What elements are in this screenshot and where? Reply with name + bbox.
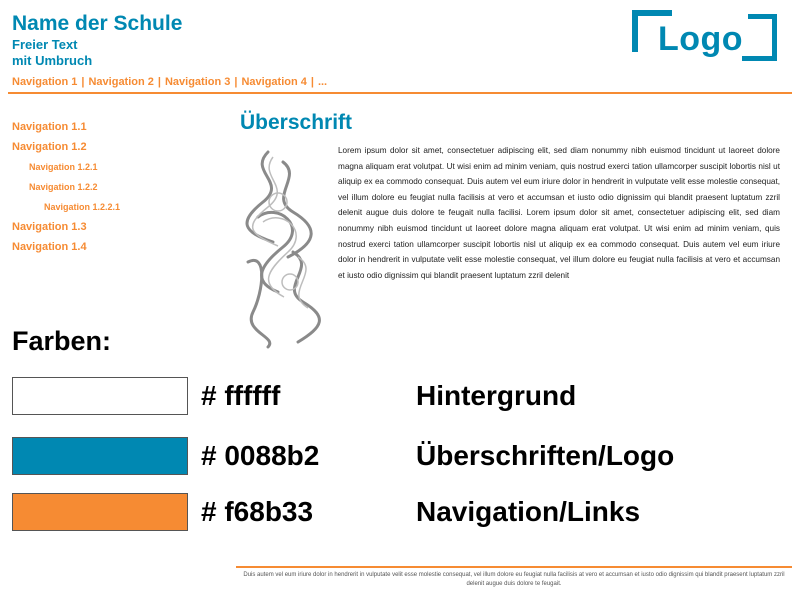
logo-bracket-top-right-v [772,14,777,60]
color-role-headings-logo: Überschriften/Logo [416,440,675,471]
side-nav-item-1-1[interactable]: Navigation 1.1 [12,121,87,133]
free-text-line-2: mit Umbruch [12,53,93,68]
side-nav-item-1-2-1[interactable]: Navigation 1.2.1 [29,162,98,172]
top-navigation [12,76,327,88]
calligraphic-ornament-image [238,142,330,352]
logo-bracket-bottom-right-h [742,56,777,61]
color-role-background: Hintergrund [416,380,577,411]
color-hex-headings-logo: # 0088b2 [201,440,320,471]
footer-divider [236,566,792,568]
side-nav-item-1-2-2-1[interactable]: Navigation 1.2.2.1 [44,202,121,212]
color-hex-navigation-links: # f68b33 [201,496,314,527]
side-nav-item-1-2-2[interactable]: Navigation 1.2.2 [29,182,98,192]
logo-bracket-top-left-v [632,10,638,52]
header-divider [8,92,792,94]
color-swatch-headings-logo [12,437,188,475]
free-text [12,37,92,69]
nav-separator: | [234,76,238,88]
top-nav-item-1[interactable]: Navigation 1 [12,76,78,88]
side-navigation [12,117,120,257]
color-role-navigation-links: Navigation/Links [416,496,641,527]
side-nav-item-1-4[interactable]: Navigation 1.4 [12,241,87,253]
logo-bracket-top-left-h [632,10,672,16]
footer-text: Duis autem vel eum iriure dolor in hendrerit in vulputate velit esse molestie consequat, vel illum dolore eu feugiat nulla facilisis at vero et accumsan et iusto odio dignissim qui blandit praesent luptatum zzril delenit augue duis dolore te feugait. [243,572,785,587]
free-text-line-1: Freier Text [12,37,78,52]
side-nav-item-1-2[interactable]: Navigation 1.2 [12,141,87,153]
side-nav-item-1-3[interactable]: Navigation 1.3 [12,221,87,233]
color-hex-background: # ffffff [201,380,281,411]
logo[interactable] [630,8,780,64]
top-nav-item-4[interactable]: Navigation 4 [241,76,307,88]
school-name: Name der Schule [12,12,183,35]
nav-separator: | [157,76,161,88]
logo-text: Logo [658,20,744,58]
color-swatch-navigation-links [12,493,188,531]
nav-separator: | [310,76,314,88]
top-nav-item-3[interactable]: Navigation 3 [164,76,231,88]
top-nav-item-2[interactable]: Navigation 2 [88,76,154,88]
top-nav-item-more[interactable]: ... [317,76,328,88]
content-headline: Überschrift [240,111,353,134]
color-swatch-background [12,377,188,415]
content-body-text: Lorem ipsum dolor sit amet, consectetuer adipiscing elit, sed diam nonummy nibh euismod tincidunt ut laoreet dolore magna aliquam erat volutpat. Ut wisi enim ad minim veniam, quis nostrud exerci tation ullamcorper suscipit lobortis nisl ut aliquip ex ea commodo consequat. Duis autem vel eum iriure dolor in hendrerit in vulputate velit esse molestie consequat, vel illum dolore eu feugiat nulla facilisis at vero et accumsan et iusto odio dignissim qui blandit praesent luptatum zzril delenit augue duis dolore te feugait nulla facilisi. Lorem ipsum dolor sit amet, consectetuer adipiscing elit, sed diam nonummy nibh euismod tincidunt ut laoreet dolore magna aliquam erat volutpat. Ut wisi enim ad minim veniam, quis nostrud exerci tation ullamcorper suscipit lobortis nisl ut aliquip ex ea commodo consequat. Duis autem vel eum iriure dolor in hendrerit in vulputate velit esse molestie consequat, vel illum dolore eu feugiat nulla facilisis at vero et accumsan et iusto odio dignissim qui blandit praesent luptatum zzril delenit [338,146,780,280]
colors-title: Farben: [12,326,112,356]
nav-separator: | [81,76,85,88]
